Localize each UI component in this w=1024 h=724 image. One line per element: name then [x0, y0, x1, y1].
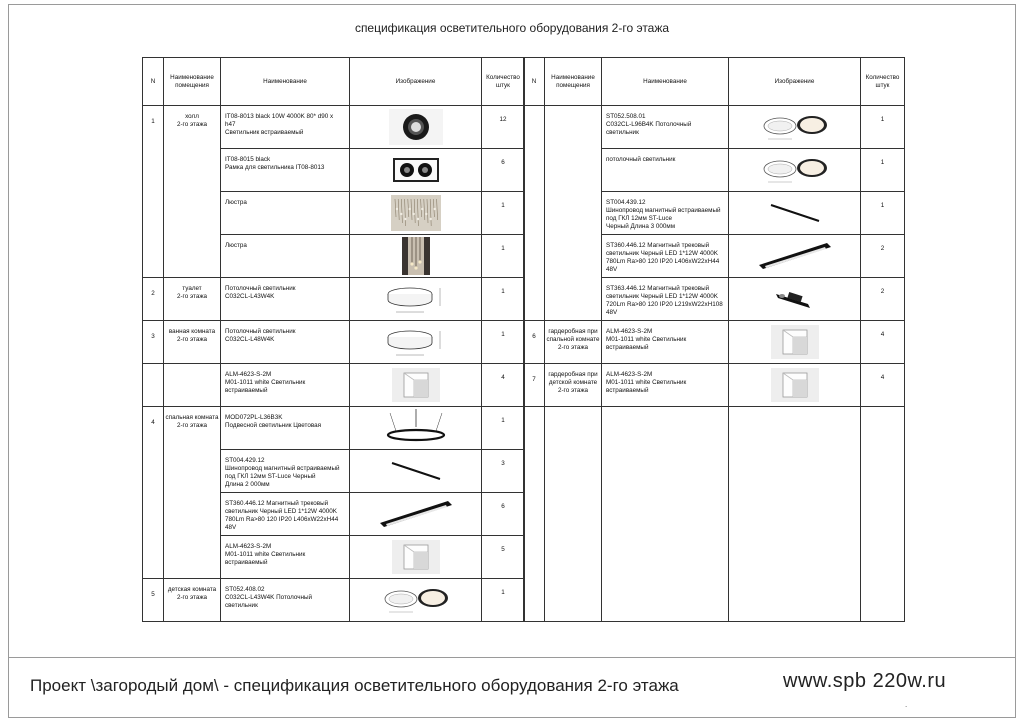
table-header-row	[143, 58, 525, 106]
product-name: ST004.439.12 Шинопровод магнитный встраиваемый под ГКЛ 12мм ST-Luce Черный Длина 3 000мм	[602, 192, 729, 235]
product-image-cell	[350, 407, 482, 450]
product-name: потолочный светильник	[602, 149, 729, 192]
product-name: ST360.446.12 Магнитный трековый светильник Черный LED 1*12W 4000K 780Lm Ra>80 120 IP20 L406xW22xH44 48V	[221, 493, 350, 536]
square-downlight-icon	[729, 368, 860, 402]
room-name: детская комната 2-го этажа	[164, 579, 221, 622]
header-room: Наименование помещения	[164, 58, 221, 106]
product-image-cell	[729, 106, 861, 149]
product-image-cell	[729, 149, 861, 192]
product-quantity: 5	[482, 536, 525, 579]
round-downlight-icon	[350, 109, 481, 145]
product-quantity: 4	[861, 364, 905, 407]
row-number: 1	[143, 106, 164, 278]
product-image-cell	[350, 278, 482, 321]
product-name: ALM-4623-S-2M M01-1011 white Светильник встраиваемый	[602, 364, 729, 407]
product-name: Люстра	[221, 235, 350, 278]
product-quantity: 1	[482, 192, 525, 235]
room-name: спальная комната 2-го этажа	[164, 407, 221, 579]
header-name: Наименование	[221, 58, 350, 106]
header-image: Изображение	[729, 58, 861, 106]
product-quantity: 3	[482, 450, 525, 493]
header-n: N	[524, 58, 545, 106]
table-header-row	[524, 58, 905, 106]
ceiling-light-pair-icon	[350, 584, 481, 616]
product-quantity: 6	[482, 493, 525, 536]
product-image-cell	[350, 364, 482, 407]
header-room: Наименование помещения	[545, 58, 602, 106]
product-quantity: 1	[482, 407, 525, 450]
product-name: Потолочный светильник C032CL-L43W4K	[221, 278, 350, 321]
table-row	[524, 321, 905, 364]
product-image-cell	[350, 321, 482, 364]
product-name: ALM-4623-S-2M M01-1011 white Светильник встраиваемый	[602, 321, 729, 364]
product-quantity: 1	[861, 149, 905, 192]
table-row	[143, 407, 525, 450]
row-number-empty	[143, 364, 164, 407]
product-name: IT08-8013 black 10W 4000K 80* d90 x h47 Светильник встраиваемый	[221, 106, 350, 149]
row-number: 3	[143, 321, 164, 364]
ring-pendant-icon	[350, 409, 481, 447]
linear-track-light-icon	[729, 239, 860, 273]
double-frame-icon	[350, 153, 481, 187]
row-number-empty	[524, 106, 545, 321]
ceiling-light-pair-icon	[729, 154, 860, 186]
product-quantity: 1	[482, 278, 525, 321]
row-number: 4	[143, 407, 164, 579]
row-number: 2	[143, 278, 164, 321]
product-name: ST004.429.12 Шинопровод магнитный встраиваемый под ГКЛ 12мм ST-Luce Черный Длина 2 000мм	[221, 450, 350, 493]
product-name: MOD072PL-L36B3K Подвесной светильник Цветовая	[221, 407, 350, 450]
pendant-chandelier-icon	[350, 237, 481, 275]
header-qty: Количество штук	[482, 58, 525, 106]
product-name: ALM-4623-S-2M M01-1011 white Светильник встраиваемый	[221, 364, 350, 407]
product-image-cell	[350, 579, 482, 622]
footer-project-text: Проект \загородый дом\ - спецификация осветительного оборудования 2-го этажа	[30, 676, 679, 695]
product-name: ST052.408.02 C032CL-L43W4K Потолочный светильник	[221, 579, 350, 622]
product-image-cell	[729, 321, 861, 364]
row-number: 7	[524, 364, 545, 407]
square-downlight-icon	[729, 325, 860, 359]
ceiling-light-drawing-icon	[350, 325, 481, 359]
spec-table-left	[142, 57, 525, 622]
room-name: ванная комната 2-го этажа	[164, 321, 221, 364]
product-image-cell	[729, 235, 861, 278]
room-name: туалет 2-го этажа	[164, 278, 221, 321]
product-image-cell	[350, 106, 482, 149]
room-name: гардеробная при детской комнате 2-го этажа	[545, 364, 602, 407]
product-quantity: 2	[861, 235, 905, 278]
product-name: ST360.446.12 Магнитный трековый светильник Черный LED 1*12W 4000K 780Lm Ra>80 120 IP20 L406xW22xH44 48V	[602, 235, 729, 278]
linear-track-light-icon	[350, 497, 481, 531]
header-qty: Количество штук	[861, 58, 905, 106]
room-name: холл 2-го этажа	[164, 106, 221, 278]
footer-divider	[8, 657, 1016, 658]
row-number: 6	[524, 321, 545, 364]
track-rail-icon	[350, 459, 481, 483]
table-row	[143, 106, 525, 149]
table-row	[143, 579, 525, 622]
product-quantity: 2	[861, 278, 905, 321]
product-quantity: 1	[482, 321, 525, 364]
product-quantity: 1	[861, 106, 905, 149]
product-image-cell	[729, 192, 861, 235]
track-spot-icon	[729, 286, 860, 312]
empty-cell	[729, 407, 861, 622]
product-image-cell	[350, 192, 482, 235]
empty-filler-row	[524, 407, 905, 622]
footer-mark: .	[905, 700, 908, 709]
header-name: Наименование	[602, 58, 729, 106]
product-quantity: 6	[482, 149, 525, 192]
ceiling-light-pair-icon	[729, 111, 860, 143]
track-rail-icon	[729, 201, 860, 225]
table-row	[143, 321, 525, 364]
spec-table-right	[523, 57, 905, 622]
header-n: N	[143, 58, 164, 106]
table-row	[524, 106, 905, 149]
product-quantity: 4	[861, 321, 905, 364]
product-quantity: 1	[482, 235, 525, 278]
product-name: Люстра	[221, 192, 350, 235]
product-image-cell	[729, 278, 861, 321]
product-image-cell	[729, 364, 861, 407]
product-image-cell	[350, 450, 482, 493]
footer-website: www.spb 220w.ru	[783, 670, 947, 692]
square-downlight-icon	[350, 540, 481, 574]
empty-cell	[524, 407, 545, 622]
room-name-empty	[164, 364, 221, 407]
table-row	[524, 364, 905, 407]
empty-cell	[545, 407, 602, 622]
product-name: ST052.508.01 C032CL-L96B4K Потолочный светильник	[602, 106, 729, 149]
table-row	[143, 364, 525, 407]
square-downlight-icon	[350, 368, 481, 402]
empty-cell	[602, 407, 729, 622]
row-number: 5	[143, 579, 164, 622]
product-quantity: 1	[482, 579, 525, 622]
product-name: ST363.446.12 Магнитный трековый светильник Черный LED 1*12W 4000K 720Lm Ra>80 120 IP20 L219xW22xH108 48V	[602, 278, 729, 321]
room-name-empty	[545, 106, 602, 321]
product-image-cell	[350, 493, 482, 536]
product-image-cell	[350, 149, 482, 192]
page-title: спецификация осветительного оборудования 2-го этажа	[354, 21, 670, 35]
product-image-cell	[350, 235, 482, 278]
crystal-chandelier-icon	[350, 195, 481, 231]
empty-cell	[861, 407, 905, 622]
product-image-cell	[350, 536, 482, 579]
product-name: Потолочный светильник C032CL-L48W4K	[221, 321, 350, 364]
room-name: гардеробная при спальной комнате 2-го этажа	[545, 321, 602, 364]
table-row	[143, 278, 525, 321]
product-name: IT08-8015 black Рамка для светильника IT08-8013	[221, 149, 350, 192]
product-name: ALM-4623-S-2M M01-1011 white Светильник встраиваемый	[221, 536, 350, 579]
product-quantity: 1	[861, 192, 905, 235]
ceiling-light-drawing-icon	[350, 282, 481, 316]
header-image: Изображение	[350, 58, 482, 106]
product-quantity: 12	[482, 106, 525, 149]
product-quantity: 4	[482, 364, 525, 407]
